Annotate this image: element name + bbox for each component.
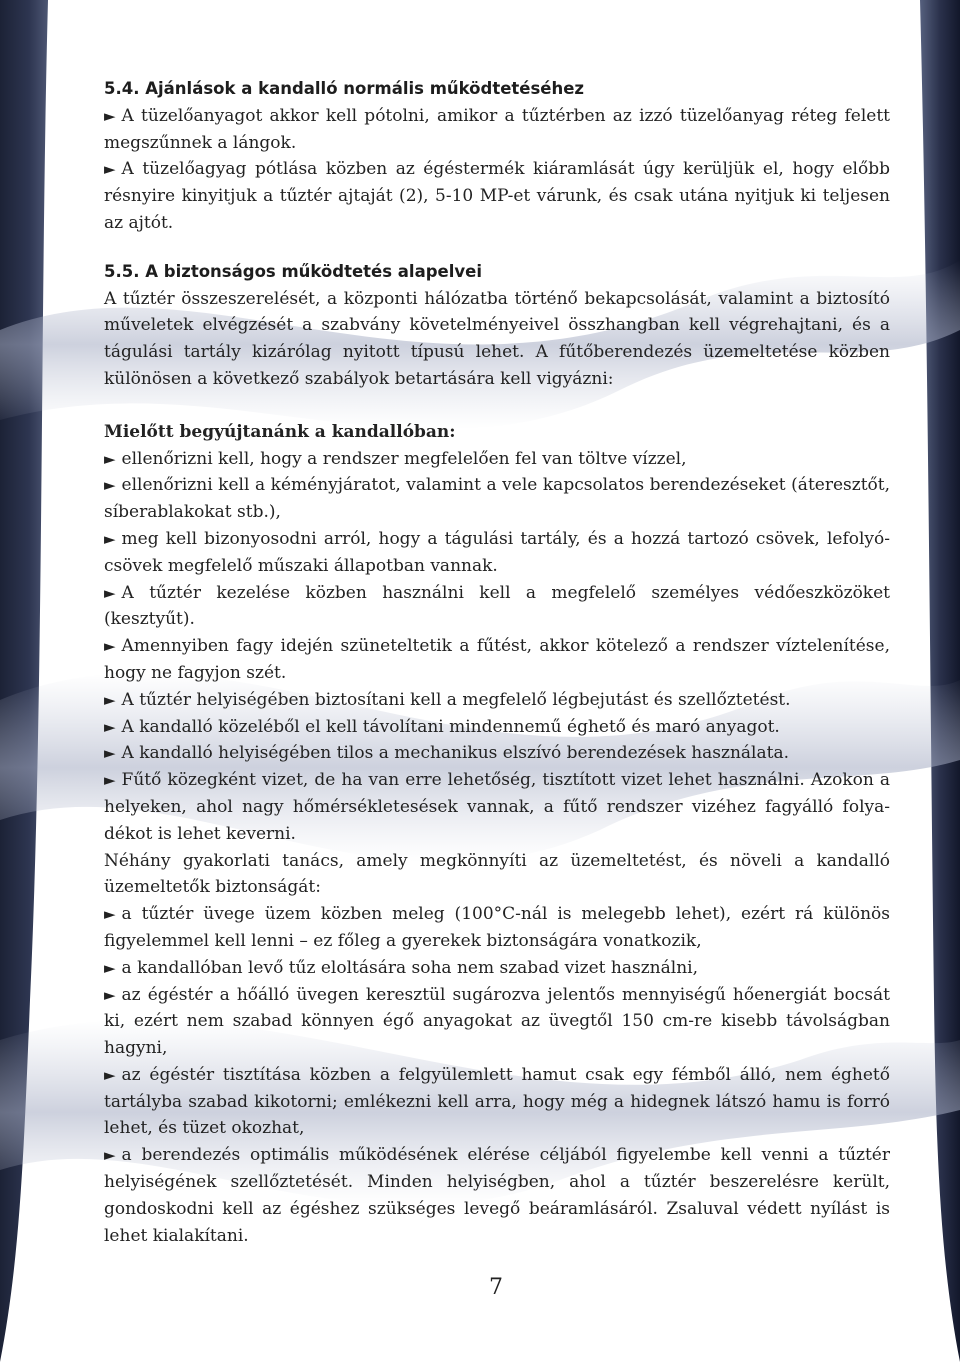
- bullet-arrow-icon: ►: [104, 985, 116, 1004]
- bullet-arrow-icon: ►: [104, 771, 116, 790]
- before-lighting-heading: Mielőtt begyújtanánk a kandallóban:: [104, 421, 456, 442]
- bullet-arrow-icon: ►: [104, 583, 116, 602]
- bullet-arrow-icon: ►: [104, 744, 116, 763]
- bullet-arrow-icon: ►: [104, 476, 116, 495]
- before-lighting-item: ► Amennyiben fagy idején szüneteltetik a fűtést, akkor kötelező a rendszer víztelenítése, hogy ne fagyjon szét.: [104, 636, 890, 683]
- before-lighting-item: ► Fűtő közegként vizet, de ha van erre lehetőség, tisztított vizet lehet használni. Azokon a helyeken, ahol nagy hőmérsékletesések vannak, a fűtő rendszer vizéhez fagyálló folya-dékot is lehet keverni.: [104, 770, 890, 844]
- before-lighting-item: ► A kandalló helyiségében tilos a mechanikus elszívó berendezések használata.: [104, 743, 789, 764]
- tips-item: ► a kandallóban levő tűz eloltására soha nem szabad vizet használni,: [104, 957, 698, 978]
- before-lighting-item: ► A kandalló közeléből el kell távolítani mindennemű éghető és maró anyagot.: [104, 716, 780, 737]
- bullet-arrow-icon: ►: [104, 529, 116, 548]
- bullet-arrow-icon: ►: [104, 106, 116, 125]
- bullet-arrow-icon: ►: [104, 958, 116, 977]
- section-5-4-item: ► A tüzelőagyag pótlása közben az égéstermék kiáramlását úgy kerüljük el, hogy előbb résnyire kinyitjuk a tűztér ajtaját (2), 5-10 MP-et várunk, és csak utána nyitjuk ki teljesen az ajtót.: [104, 159, 890, 233]
- tips-item: ► az égéstér a hőálló üvegen keresztül sugározva jelentős mennyiségű hőenergiát bocsát ki, ezért nem szabad könnyen égő anyagokat az üvegtől 150 cm-re kisebb távolságban hagyni,: [104, 984, 890, 1059]
- before-lighting-item: ► ellenőrizni kell a kéményjáratot, valamint a vele kapcsolatos berendezéseket (áteresztőt, síberablakokat stb.),: [104, 475, 890, 523]
- before-lighting-item: ► A tűztér helyiségében biztosítani kell a megfelelő légbejutást és szellőztetést.: [104, 689, 791, 710]
- bullet-arrow-icon: ►: [104, 1146, 116, 1165]
- section-5-4-heading: 5.4. Ajánlások a kandalló normális működtetéséhez: [104, 79, 585, 98]
- page-content: [104, 76, 890, 1249]
- before-lighting-item: ► ellenőrizni kell, hogy a rendszer megfelelően fel van töltve vízzel,: [104, 448, 687, 469]
- section-5-5-heading: 5.5. A biztonságos működtetés alapelvei: [104, 261, 482, 281]
- bullet-arrow-icon: ►: [104, 717, 116, 736]
- before-lighting-item: ► A tűztér kezelése közben használni kell a megfelelő személyes védőeszközöket (kesztyűt).: [104, 582, 890, 630]
- bullet-arrow-icon: ►: [104, 449, 116, 468]
- before-lighting-item: ► meg kell bizonyosodni arról, hogy a tágulási tartály, és a hozzá tartozó csövek, lefolyó-csövek megfelelő műszaki állapotban vannak.: [104, 528, 890, 576]
- section-5-5-intro: A tűztér összeszerelését, a központi hálózatba történő bekapcsolását, valamint a biztosító műveletek elvégzését a szabvány követelményeivel összhangban kell végrehajtani, és a tágulási tartály kizárólag nyitott típusú lehet. A fűtőberendezés üzemeltetése közben különösen a következő szabályok betartására kell vigyázni:: [104, 288, 890, 389]
- bullet-arrow-icon: ►: [104, 637, 116, 656]
- tips-item: ► az égéstér tisztítása közben a felgyülemlett hamut csak egy fémből álló, nem éghető tartályba szabad kikotorni; emlékezni kell arra, hogy még a hidegnek látszó hamu is forró lehet, és tüzet okozhat,: [104, 1064, 890, 1139]
- bullet-arrow-icon: ►: [104, 905, 116, 924]
- page-number: 7: [489, 1275, 503, 1300]
- tips-item: ► a berendezés optimális működésének elérése céljából figyelembe kell venni a tűztér helyiségének szellőztetését. Minden helyiségben, ahol a tűztér beszerelésre került, gondoskodni kell az égéshez szükséges levegő beáramlásáról. Zsaluval védett nyílást is lehet kialakítani.: [104, 1145, 890, 1246]
- bullet-arrow-icon: ►: [104, 690, 116, 709]
- bullet-arrow-icon: ►: [104, 1065, 116, 1084]
- tips-intro: Néhány gyakorlati tanács, amely megkönnyíti az üzemeltetést, és növeli a kandalló üzemeltetők biztonságát:: [104, 850, 890, 898]
- tips-item: ► a tűztér üvege üzem közben meleg (100°C-nál is melegebb lehet), ezért rá különös figyelemmel kell lenni – ez főleg a gyerekek biztonságára vonatkozik,: [104, 904, 890, 951]
- bullet-arrow-icon: ►: [104, 160, 116, 179]
- section-5-4-item: ► A tüzelőanyagot akkor kell pótolni, amikor a tűztérben az izzó tüzelőanyag réteg felett megszűnnek a lángok.: [104, 105, 890, 153]
